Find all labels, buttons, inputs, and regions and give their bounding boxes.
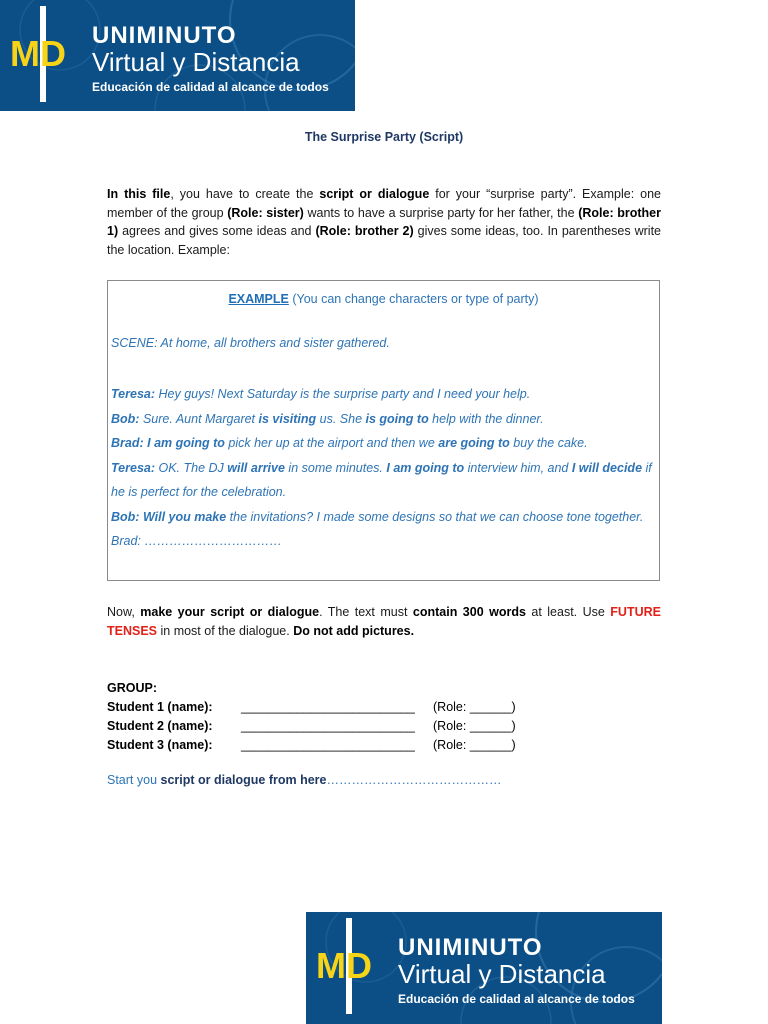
- instr-text: Now,: [107, 605, 141, 619]
- brand-subtitle: Virtual y Distancia: [92, 47, 300, 77]
- line-text: in some minutes.: [284, 460, 387, 475]
- line-emphasis: I am going to: [386, 460, 465, 475]
- intro-paragraph: [107, 185, 661, 259]
- line-emphasis: are going to: [438, 436, 510, 450]
- instr-no-pictures: Do not add pictures.: [293, 623, 415, 638]
- intro-role-sister: (Role: sister): [227, 205, 304, 220]
- brand-slogan: Educación de calidad al alcance de todos: [92, 80, 329, 94]
- speaker-name: Teresa:: [111, 460, 156, 475]
- instr-future-tenses: FUTURE TENSES: [107, 605, 661, 638]
- speaker-name: Teresa:: [111, 387, 156, 401]
- line-text: the invitations? I made some designs so that we can choose tone together.: [226, 509, 644, 524]
- speaker-name: Bob:: [111, 509, 140, 524]
- student-role-blank[interactable]: (Role: ______): [433, 700, 516, 714]
- dialogue-line: [111, 382, 655, 407]
- group-heading: GROUP:: [107, 681, 157, 695]
- intro-text: wants to have a surprise party for her father, the: [303, 205, 579, 220]
- start-bold: script or dialogue from here: [160, 773, 327, 787]
- student-role-blank[interactable]: (Role: ______): [433, 738, 516, 752]
- intro-text: , you have to create the: [170, 187, 320, 201]
- intro-role-brother-1: (Role: brother 1): [107, 205, 662, 238]
- line-text: us. She: [316, 411, 366, 426]
- dialogue-line: [111, 505, 655, 530]
- brand-subtitle: Virtual y Distancia: [398, 959, 606, 989]
- instr-text: . The text must: [319, 605, 413, 619]
- svg-text:MD: MD: [316, 945, 372, 986]
- student-name-blank[interactable]: _________________________: [241, 700, 415, 714]
- instr-text: in most of the dialogue.: [157, 623, 294, 638]
- intro-text: for your “surprise party”. Example: one member of the group: [107, 187, 661, 220]
- example-heading: [108, 292, 659, 306]
- instructions-paragraph: [107, 603, 661, 640]
- speaker-name: Bob:: [111, 411, 140, 426]
- line-text: interview him, and: [464, 460, 572, 475]
- instr-word-count: contain 300 words: [412, 605, 526, 619]
- svg-text:MD: MD: [10, 33, 66, 74]
- document-title: The Surprise Party (Script): [304, 130, 464, 144]
- dialogue-line: [111, 431, 655, 456]
- footer-banner: [306, 912, 662, 1024]
- intro-bold-script: script or dialogue: [319, 187, 430, 201]
- example-note: (You can change characters or type of party): [288, 292, 539, 306]
- header-banner: [0, 0, 355, 111]
- student-label: Student 3 (name):: [107, 738, 213, 752]
- example-scene: SCENE: At home, all brothers and sister gathered.: [111, 336, 390, 350]
- line-text: pick her up at the airport and then we: [224, 436, 439, 450]
- student-name-blank[interactable]: _________________________: [241, 719, 415, 733]
- example-dialogue: [111, 382, 655, 554]
- line-text: buy the cake.: [509, 436, 588, 450]
- line-emphasis: I will decide: [571, 460, 643, 475]
- dialogue-line: [111, 456, 655, 505]
- line-emphasis: I am going to: [147, 436, 225, 450]
- uniminuto-logo-icon: [312, 916, 388, 1016]
- speaker-name: Brad:: [111, 436, 144, 450]
- line-text: help with the dinner.: [428, 411, 544, 426]
- student-label: Student 1 (name):: [107, 700, 213, 714]
- example-box: [107, 280, 660, 581]
- student-role-blank[interactable]: (Role: ______): [433, 719, 516, 733]
- brand-name: UNIMINUTO: [398, 934, 543, 961]
- student-name-blank[interactable]: _________________________: [241, 738, 415, 752]
- start-text: Start you: [107, 773, 161, 787]
- example-label: EXAMPLE: [228, 292, 289, 306]
- intro-bold-in-this-file: In this file: [107, 187, 171, 201]
- student-label: Student 2 (name):: [107, 719, 213, 733]
- line-emphasis: will arrive: [227, 460, 285, 475]
- uniminuto-logo-icon: [6, 4, 82, 104]
- line-emphasis: Will you make: [142, 509, 227, 524]
- start-line: [107, 773, 502, 787]
- line-emphasis: is going to: [365, 411, 429, 426]
- start-dots: ……………………………………: [326, 773, 502, 787]
- brand-name: UNIMINUTO: [92, 22, 237, 49]
- instr-text: at least. Use: [525, 605, 611, 619]
- line-emphasis: is visiting: [258, 411, 317, 426]
- line-text: Hey guys! Next Saturday is the surprise party and I need your help.: [155, 387, 531, 401]
- dialogue-line: Brad: ……………………………: [111, 534, 282, 548]
- dialogue-line: [111, 407, 655, 432]
- line-text: Sure. Aunt Margaret: [139, 411, 259, 426]
- line-text: if he is perfect for the celebration.: [111, 460, 652, 499]
- brand-slogan: Educación de calidad al alcance de todos: [398, 992, 635, 1006]
- intro-text: gives some ideas, too. In parentheses write the location. Example:: [107, 224, 661, 257]
- intro-text: agrees and gives some ideas and: [118, 224, 316, 238]
- instr-bold: make your script or dialogue: [140, 605, 320, 619]
- intro-role-brother-2: (Role: brother 2): [315, 224, 414, 238]
- line-text: OK. The DJ: [155, 460, 228, 475]
